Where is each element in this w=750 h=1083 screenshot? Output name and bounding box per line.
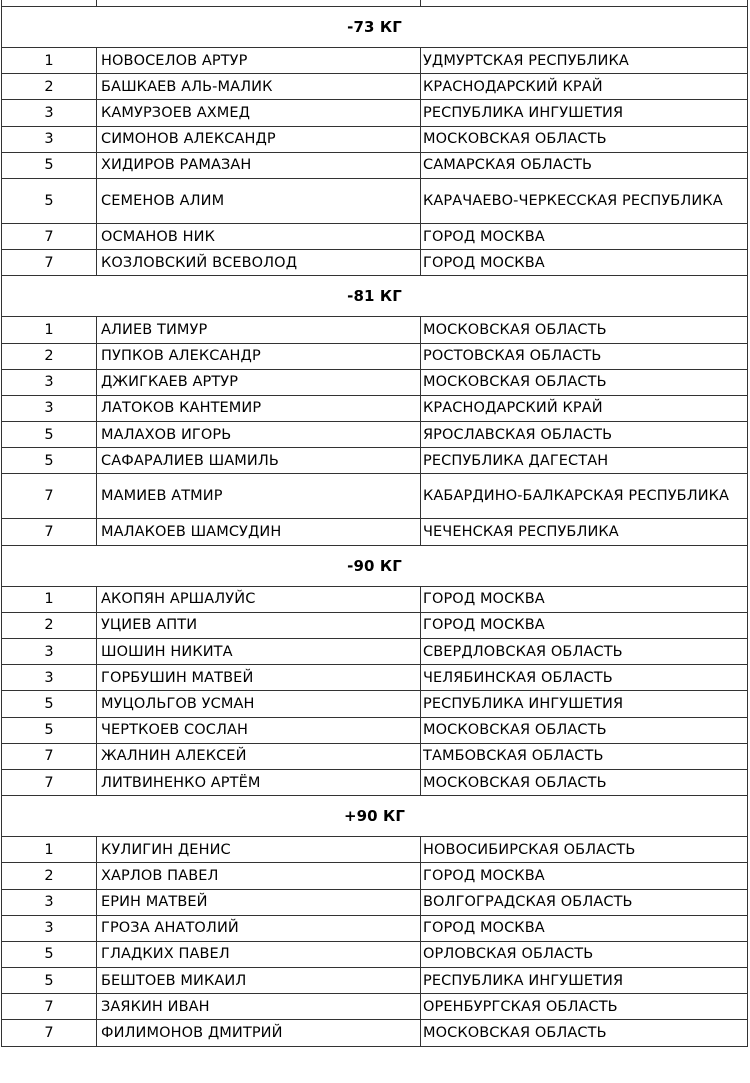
table-row [2,369,748,395]
region-cell: ТАМБОВСКАЯ ОБЛАСТЬ [421,743,748,769]
athlete-name-cell: СИМОНОВ АЛЕКСАНДР [97,126,421,152]
place-cell: 3 [2,915,97,941]
table-row [2,941,748,967]
place-cell: 3 [2,639,97,665]
athlete-name-cell: УЦИЕВ АПТИ [97,612,421,638]
table-row [2,586,748,612]
weight-category-header [2,796,748,837]
athlete-name-cell: ГРОЗА АНАТОЛИЙ [97,915,421,941]
athlete-name-cell: КУЛИГИН ДЕНИС [97,837,421,863]
region-cell: КАРАЧАЕВО-ЧЕРКЕССКАЯ РЕСПУБЛИКА [421,178,748,223]
place-cell: 2 [2,863,97,889]
athlete-name-cell: ЕРИН МАТВЕЙ [97,889,421,915]
place-cell: 5 [2,422,97,448]
place-cell: 5 [2,941,97,967]
table-row [2,395,748,421]
table-row [2,665,748,691]
athlete-name-cell: МАМИЕВ АТМИР [97,474,421,519]
region-cell: ОРЛОВСКАЯ ОБЛАСТЬ [421,941,748,967]
place-cell: 5 [2,717,97,743]
place-cell: 5 [2,178,97,223]
athlete-name-cell: ХАРЛОВ ПАВЕЛ [97,863,421,889]
weight-category-header [2,545,748,586]
region-cell: ГОРОД МОСКВА [421,863,748,889]
table-row [2,717,748,743]
athlete-name-cell: ЖАЛНИН АЛЕКСЕЙ [97,743,421,769]
place-cell: 3 [2,100,97,126]
athlete-name-cell: МАЛАХОВ ИГОРЬ [97,422,421,448]
athlete-name-cell: ГЛАДКИХ ПАВЕЛ [97,941,421,967]
region-cell: РЕСПУБЛИКА ИНГУШЕТИЯ [421,100,748,126]
place-cell: 7 [2,519,97,545]
athlete-name-cell: ПУПКОВ АЛЕКСАНДР [97,343,421,369]
region-cell: НОВОСИБИРСКАЯ ОБЛАСТЬ [421,837,748,863]
athlete-name-cell: ОСМАНОВ НИК [97,223,421,249]
place-cell: 7 [2,769,97,795]
region-cell: РЕСПУБЛИКА ИНГУШЕТИЯ [421,968,748,994]
place-cell: 1 [2,837,97,863]
athlete-name-cell: ЛАТОКОВ КАНТЕМИР [97,395,421,421]
table-row [2,639,748,665]
athlete-name-cell: ГОРБУШИН МАТВЕЙ [97,665,421,691]
region-cell: РОСТОВСКАЯ ОБЛАСТЬ [421,343,748,369]
athlete-name-cell: МУЦОЛЬГОВ УСМАН [97,691,421,717]
place-cell: 7 [2,994,97,1020]
region-cell: СВЕРДЛОВСКАЯ ОБЛАСТЬ [421,639,748,665]
table-row [2,223,748,249]
athlete-name-cell: БАШКАЕВ АЛЬ-МАЛИК [97,74,421,100]
table-row [2,448,748,474]
table-row [2,968,748,994]
region-cell: МОСКОВСКАЯ ОБЛАСТЬ [421,369,748,395]
weight-category-title: -73 КГ [2,7,748,48]
table-row [2,474,748,519]
region-cell: КРАСНОДАРСКИЙ КРАЙ [421,395,748,421]
region-cell: ВОЛГОГРАДСКАЯ ОБЛАСТЬ [421,889,748,915]
weight-category-header [2,276,748,317]
table-row [2,863,748,889]
athlete-name-cell: ЧЕРТКОЕВ СОСЛАН [97,717,421,743]
table-row [2,343,748,369]
region-cell: КРАСНОДАРСКИЙ КРАЙ [421,74,748,100]
athlete-name-cell: КОЗЛОВСКИЙ ВСЕВОЛОД [97,250,421,276]
athlete-name-cell: МАЛАКОЕВ ШАМСУДИН [97,519,421,545]
place-cell: 7 [2,1020,97,1046]
table-row [2,769,748,795]
place-cell: 7 [2,474,97,519]
table-row [2,519,748,545]
weight-category-title: -81 КГ [2,276,748,317]
table-row [2,889,748,915]
table-row [2,837,748,863]
athlete-name-cell: СЕМЕНОВ АЛИМ [97,178,421,223]
region-cell: ЧЕЧЕНСКАЯ РЕСПУБЛИКА [421,519,748,545]
region-cell: РЕСПУБЛИКА ДАГЕСТАН [421,448,748,474]
table-row [2,612,748,638]
athlete-name-cell: ХИДИРОВ РАМАЗАН [97,152,421,178]
table-row [2,915,748,941]
athlete-name-cell: КАМУРЗОЕВ АХМЕД [97,100,421,126]
weight-category-title: -90 КГ [2,545,748,586]
athlete-name-cell: ДЖИГКАЕВ АРТУР [97,369,421,395]
athlete-name-cell: САФАРАЛИЕВ ШАМИЛЬ [97,448,421,474]
place-cell: 1 [2,48,97,74]
place-cell: 2 [2,612,97,638]
region-cell: ЧЕЛЯБИНСКАЯ ОБЛАСТЬ [421,665,748,691]
region-cell: МОСКОВСКАЯ ОБЛАСТЬ [421,1020,748,1046]
place-cell: 7 [2,743,97,769]
region-cell: КАБАРДИНО-БАЛКАРСКАЯ РЕСПУБЛИКА [421,474,748,519]
table-row [2,691,748,717]
place-cell: 3 [2,889,97,915]
weight-category-header [2,7,748,48]
athlete-name-cell: ЛИТВИНЕНКО АРТЁМ [97,769,421,795]
table-row [2,994,748,1020]
table-row [2,422,748,448]
region-cell: УДМУРТСКАЯ РЕСПУБЛИКА [421,48,748,74]
table-row [2,152,748,178]
results-table-container [1,0,747,1047]
athlete-name-cell: ЗАЯКИН ИВАН [97,994,421,1020]
place-cell: 3 [2,126,97,152]
table-row [2,74,748,100]
region-cell: ГОРОД МОСКВА [421,250,748,276]
athlete-name-cell: ШОШИН НИКИТА [97,639,421,665]
place-cell: 5 [2,448,97,474]
athlete-name-cell: БЕШТОЕВ МИКАИЛ [97,968,421,994]
region-cell: ГОРОД МОСКВА [421,915,748,941]
table-row [2,100,748,126]
place-cell: 1 [2,317,97,343]
place-cell: 7 [2,250,97,276]
athlete-name-cell: НОВОСЕЛОВ АРТУР [97,48,421,74]
region-cell: САМАРСКАЯ ОБЛАСТЬ [421,152,748,178]
table-row [2,1020,748,1046]
region-cell: МОСКОВСКАЯ ОБЛАСТЬ [421,317,748,343]
place-cell: 5 [2,968,97,994]
place-cell: 5 [2,691,97,717]
athlete-name-cell: АКОПЯН АРШАЛУЙС [97,586,421,612]
place-cell: 3 [2,395,97,421]
region-cell: МОСКОВСКАЯ ОБЛАСТЬ [421,769,748,795]
table-row [2,48,748,74]
region-cell: ОРЕНБУРГСКАЯ ОБЛАСТЬ [421,994,748,1020]
region-cell: ГОРОД МОСКВА [421,223,748,249]
place-cell: 1 [2,586,97,612]
place-cell: 3 [2,665,97,691]
place-cell: 3 [2,369,97,395]
region-cell: ЯРОСЛАВСКАЯ ОБЛАСТЬ [421,422,748,448]
region-cell: РЕСПУБЛИКА ИНГУШЕТИЯ [421,691,748,717]
results-table [1,0,748,1047]
place-cell: 5 [2,152,97,178]
table-row [2,126,748,152]
region-cell: ГОРОД МОСКВА [421,612,748,638]
region-cell: МОСКОВСКАЯ ОБЛАСТЬ [421,126,748,152]
table-row [2,250,748,276]
place-cell: 2 [2,74,97,100]
athlete-name-cell: АЛИЕВ ТИМУР [97,317,421,343]
table-row [2,743,748,769]
region-cell: ГОРОД МОСКВА [421,586,748,612]
athlete-name-cell: ФИЛИМОНОВ ДМИТРИЙ [97,1020,421,1046]
region-cell: МОСКОВСКАЯ ОБЛАСТЬ [421,717,748,743]
table-row [2,317,748,343]
place-cell: 7 [2,223,97,249]
weight-category-title: +90 КГ [2,796,748,837]
place-cell: 2 [2,343,97,369]
results-table-body [2,0,748,1046]
table-row [2,178,748,223]
